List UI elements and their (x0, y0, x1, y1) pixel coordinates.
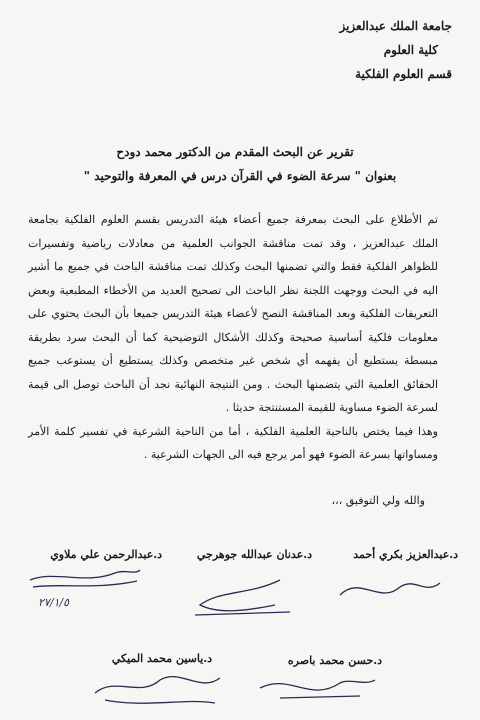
title-line-1: تقرير عن البحث المقدم من الدكتور محمد دودح (116, 145, 354, 159)
signature-5-mark (85, 668, 225, 713)
signatory-2 (197, 548, 312, 561)
signatory-1 (353, 548, 458, 561)
signature-2-mark (180, 570, 300, 620)
department-name: قسم العلوم الفلكية (355, 67, 452, 81)
closing-phrase: والله ولي التوفيق ،،، (331, 494, 425, 507)
signatory-4 (288, 654, 382, 667)
faculty-name: كلية العلوم (383, 43, 438, 57)
letterhead (339, 14, 452, 86)
signatory-5 (112, 652, 212, 665)
signatory-2-name: د.عدنان عبدالله جوهرجي (196, 548, 312, 561)
signatory-4-name: د.حسن محمد باصره (287, 654, 382, 667)
body-paragraph-2: وهذا فيما يختص بالناحية العلمية الفلكية ، أما من الناحية الشرعية في تفسير كلمة الأمر ومساواتها بسرعة الضوء فهو أمر يرجع فيه الى الجهات الشرعية . (28, 424, 438, 461)
signatory-3-name: د.عبدالرحمن علي ملاوي (50, 548, 162, 561)
signatory-3 (50, 548, 162, 561)
signature-4-mark (250, 668, 380, 713)
report-body (28, 208, 452, 467)
title-line-2: بعنوان " سرعة الضوء في القرآن درس في المعرفة والتوحيد " (83, 169, 397, 183)
signature-1-mark (330, 565, 450, 615)
body-paragraph-1: تم الأطلاع على البحث بمعرفة جميع أعضاء هيئة التدريس بقسم العلوم الفلكية بجامعة الملك عبدالعزيز ، وقد تمت مناقشة الجوانب العلمية من معادلات رياضية وتفسيرات للظواهر الفلكية فقط والتي تضمنها البحث وكذلك تمت مناقشة الباحث في جميع ما أشير اليه في البحث ووجهت اللجنة نظر الباحث الى تصحيح العديد من الأخطاء المطبعية وبعض التعريفات الفلكية وبعد المناقشة النصح لأعضاء هيئة التدريس جميعا بأن البحث يحتوي على معلومات فلكية أساسية صحيحة وكذلك الأشكال التوضيحية كما أن البحث سرد بطريقة مبسطة يستطيع أن يفهمه أي شخص غير متخصص وكذلك يستطيع أن يستوعب جميع الحقائق العلمية التي يتضمنها البحث . ومن النتيجة النهائية نجد أن الباحث توصل الى قيمة لسرعة الضوء مساوية للقيمة المستنتجة حديثا . (28, 213, 438, 414)
university-name: جامعة الملك عبدالعزيز (339, 19, 452, 33)
signatory-5-name: د.ياسين محمد الميكي (111, 652, 212, 665)
report-title (0, 140, 480, 188)
signatory-1-name: د.عبدالعزيز بكري أحمد (353, 548, 458, 561)
handwritten-date: ٢٧/١/٥ (38, 596, 70, 609)
